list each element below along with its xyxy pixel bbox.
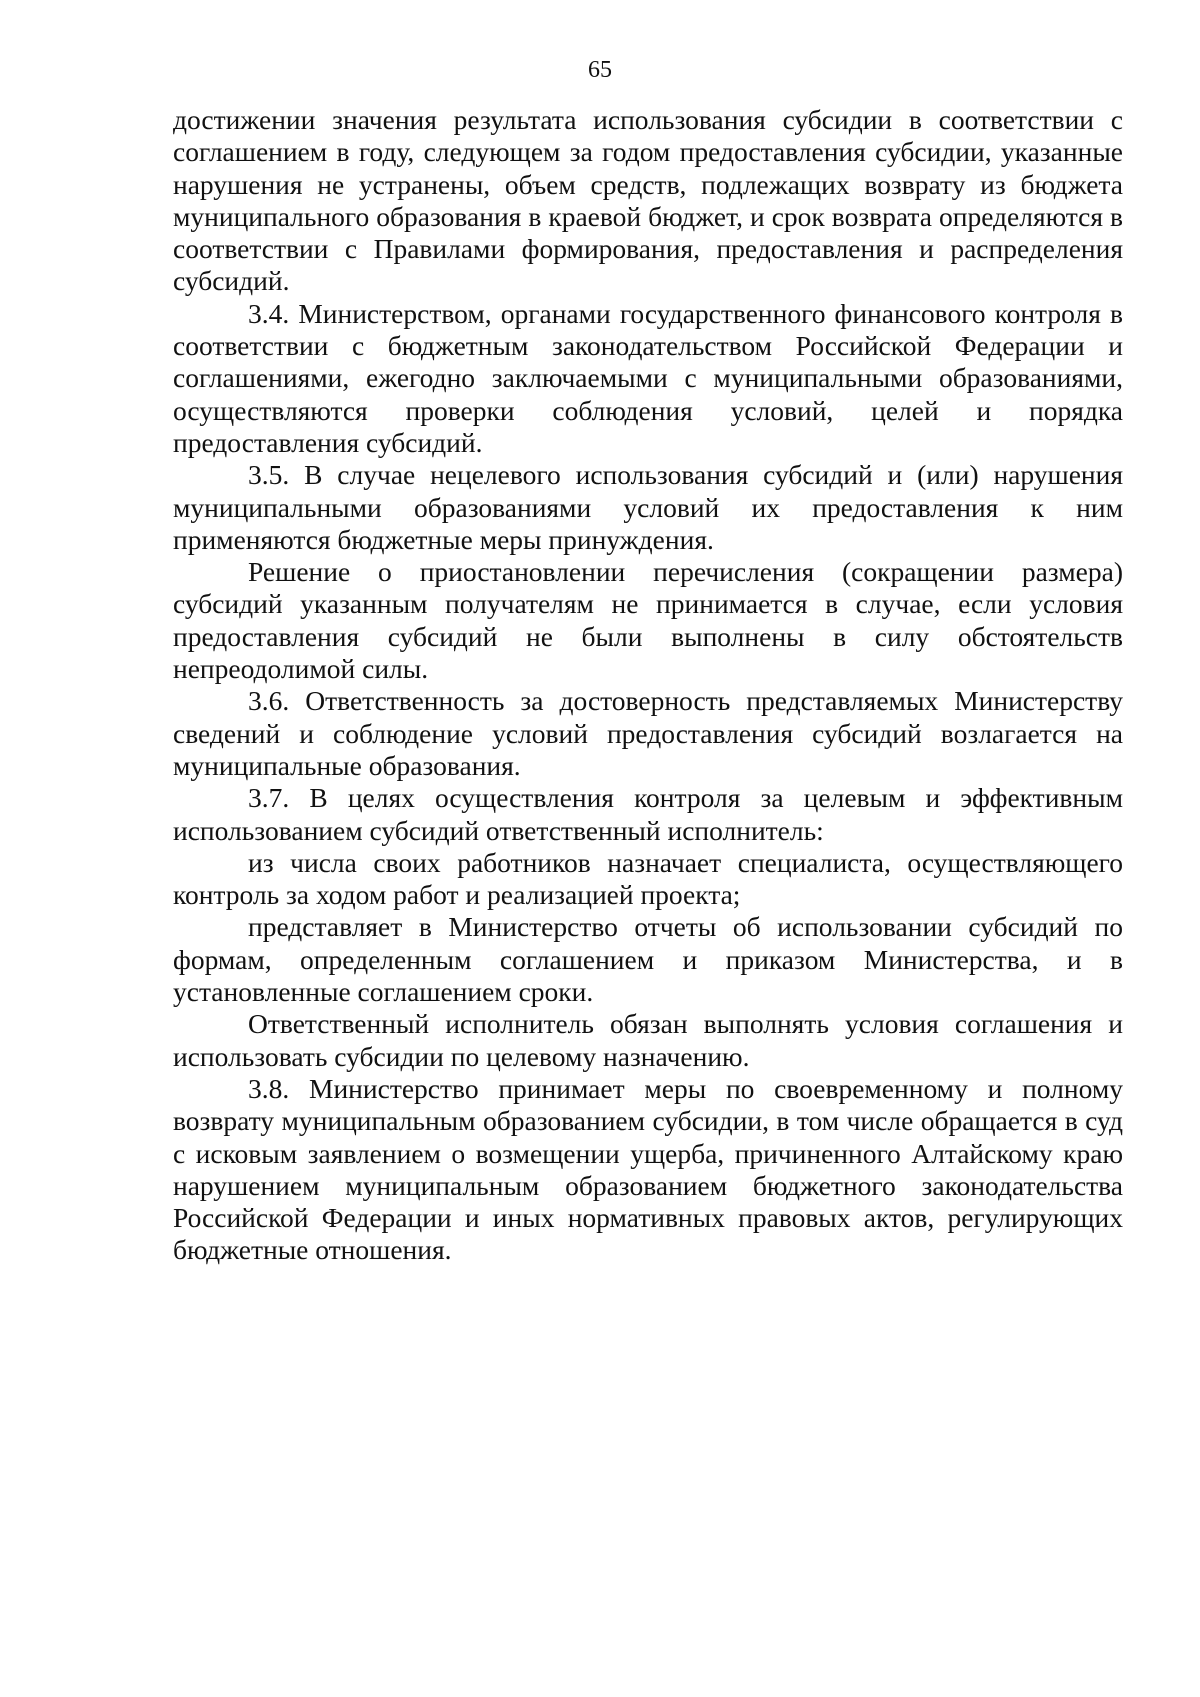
page-number: 65 bbox=[588, 57, 612, 83]
paragraph-3-7: 3.7. В целях осуществления контроля за целевым и эффективным использованием субсидий ответственный исполнитель: bbox=[173, 782, 1123, 846]
paragraph-3-5: 3.5. В случае нецелевого использования субсидий и (или) нарушения муниципальными образованиями условий их предоставления к ним применяются бюджетные меры принуждения. bbox=[173, 459, 1123, 555]
paragraph-continuation: достижении значения результата использования субсидии в соответствии с соглашением в году, следующем за годом предоставления субсидии, указанные нарушения не устранены, объем средств, подлежащих возврату из бюджета муниципального образования в краевой бюджет, и срок возврата определяются в соответствии с Правилами формирования, предоставления и распределения субсидий. bbox=[173, 104, 1123, 297]
paragraph-3-7-item-1: из числа своих работников назначает специалиста, осуществляющего контроль за ходом работ и реализацией проекта; bbox=[173, 846, 1123, 911]
paragraph-3-4: 3.4. Министерством, органами государственного финансового контроля в соответствии с бюджетным законодательством Российской Федерации и соглашениями, ежегодно заключаемыми с муниципальными образованиями, осуществляются проверки соблюдения условий, целей и порядка предоставления субсидий. bbox=[173, 297, 1123, 458]
paragraph-3-8: 3.8. Министерство принимает меры по своевременному и полному возврату муниципальным образованием субсидии, в том числе обращается в суд с исковым заявлением о возмещении ущерба, причиненного Алтайскому краю нарушением муниципальным образованием бюджетного законодательства Российской Федерации и иных нормативных правовых актов, регулирующих бюджетные отношения. bbox=[173, 1072, 1123, 1266]
paragraph-3-7-obligation: Ответственный исполнитель обязан выполнять условия соглашения и использовать субсидии по целевому назначению. bbox=[173, 1008, 1123, 1072]
paragraph-3-7-item-2: представляет в Министерство отчеты об использовании субсидий по формам, определенным соглашением и приказом Министерства, и в установленные соглашением сроки. bbox=[173, 911, 1123, 1008]
document-body bbox=[173, 104, 1123, 1267]
paragraph-3-6: 3.6. Ответственность за достоверность представляемых Министерству сведений и соблюдение условий предоставления субсидий возлагается на муниципальные образования. bbox=[173, 685, 1123, 781]
paragraph-3-5-decision: Решение о приостановлении перечисления (сокращении размера) субсидий указанным получателям не принимается в случае, если условия предоставления субсидий не были выполнены в силу обстоятельств непреодолимой силы. bbox=[173, 556, 1123, 685]
